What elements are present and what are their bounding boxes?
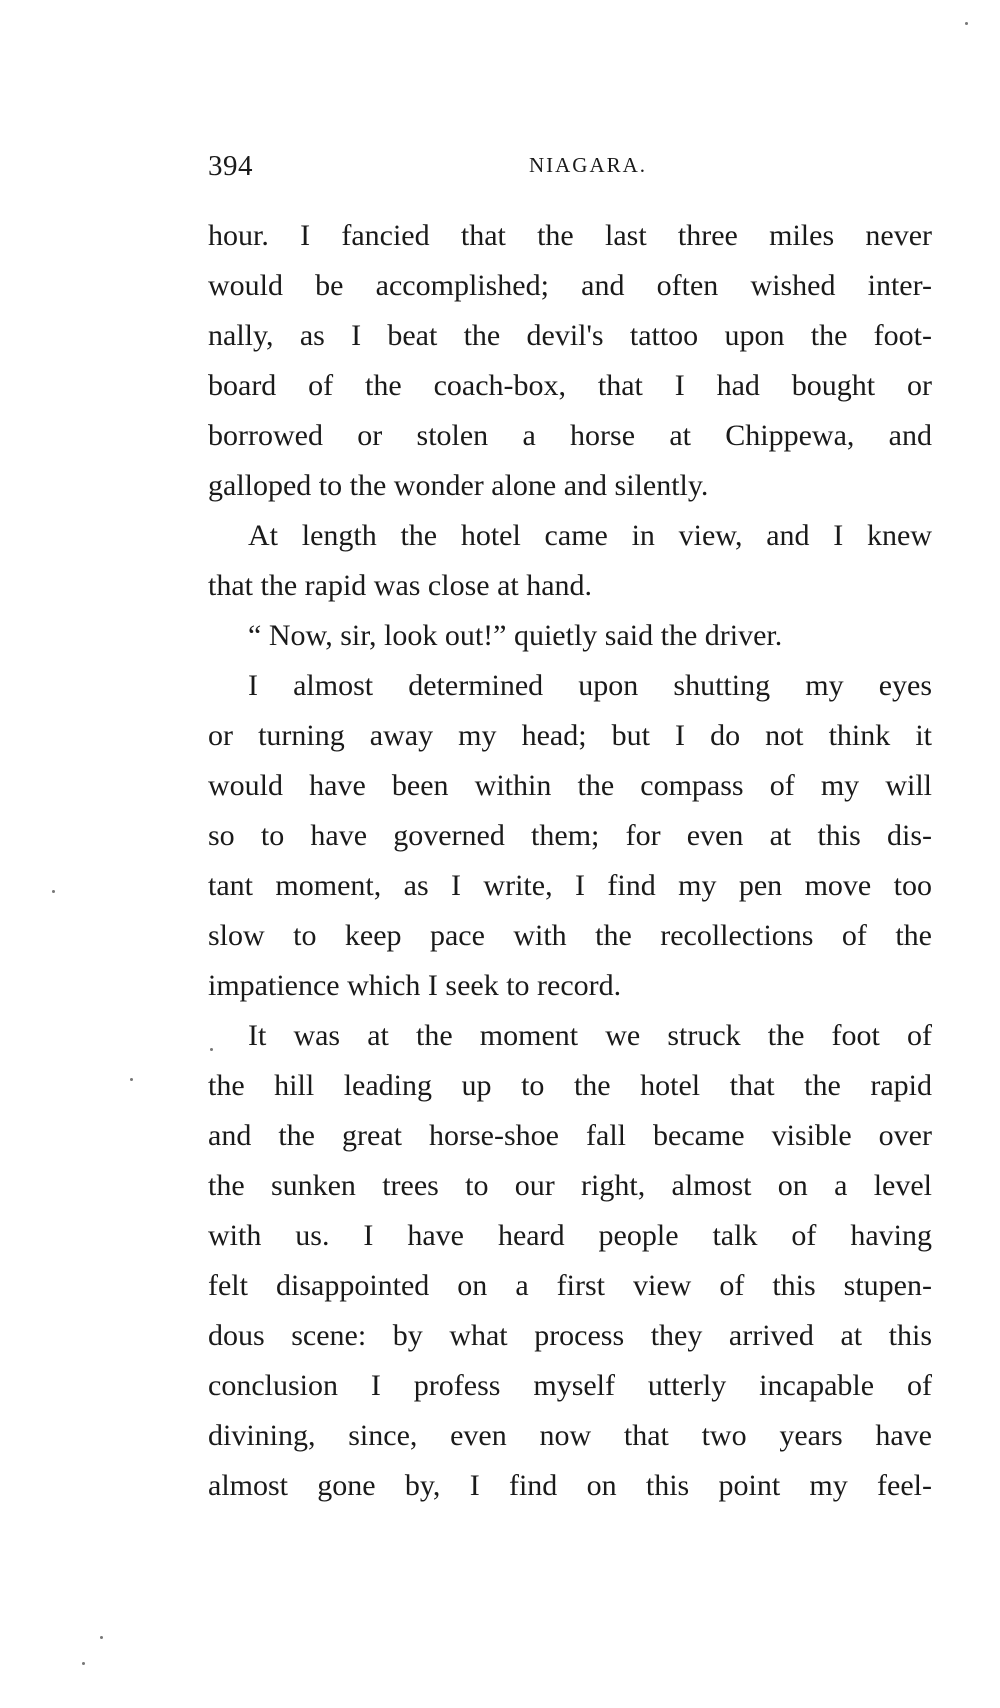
text-line: would have been within the compass of my will (208, 769, 932, 802)
text-line: almost gone by, I find on this point my feel- (208, 1469, 932, 1502)
text-line: tant moment, as I write, I find my pen move too (208, 869, 932, 902)
running-head: NIAGARA. (528, 153, 648, 177)
text-line: nally, as I beat the devil's tattoo upon the foot- (208, 319, 932, 352)
paragraph (208, 511, 932, 611)
paragraph (208, 1011, 932, 1511)
text-line: and the great horse-shoe fall became visible over (208, 1119, 932, 1152)
page-number: 394 (208, 150, 253, 182)
text-line: It was at the moment we struck the foot of (248, 1019, 932, 1052)
text-line: the hill leading up to the hotel that the rapid (208, 1069, 932, 1102)
paper-speck (82, 1662, 85, 1665)
paragraph (208, 211, 932, 511)
text-line: At length the hotel came in view, and I knew (248, 519, 932, 552)
page-header (208, 150, 932, 190)
text-line: hour. I fancied that the last three miles never (208, 219, 932, 252)
text-line: galloped to the wonder alone and silently. (208, 469, 709, 502)
paper-speck (965, 22, 968, 25)
text-line: impatience which I seek to record. (208, 969, 622, 1002)
text-line: slow to keep pace with the recollections of the (208, 919, 932, 952)
body-text (208, 211, 932, 1511)
text-line: “ Now, sir, look out!” quietly said the driver. (248, 619, 783, 652)
text-line: felt disappointed on a first view of this stupen- (208, 1269, 932, 1302)
paper-speck (52, 890, 55, 893)
text-line: conclusion I profess myself utterly incapable of (208, 1369, 932, 1402)
text-line: divining, since, even now that two years have (208, 1419, 932, 1452)
text-line: or turning away my head; but I do not think it (208, 719, 932, 752)
paper-speck (100, 1636, 103, 1639)
text-line: board of the coach-box, that I had bought or (208, 369, 932, 402)
text-line: that the rapid was close at hand. (208, 569, 593, 602)
text-line: dous scene: by what process they arrived at this (208, 1319, 932, 1352)
text-line: borrowed or stolen a horse at Chippewa, and (208, 419, 932, 452)
text-line: I almost determined upon shutting my eyes (248, 669, 932, 702)
paper-speck (130, 1078, 133, 1081)
text-line: so to have governed them; for even at this dis- (208, 819, 932, 852)
text-line: with us. I have heard people talk of having (208, 1219, 932, 1252)
text-line: the sunken trees to our right, almost on a level (208, 1169, 932, 1202)
paper-speck (210, 1048, 213, 1051)
paragraph (208, 661, 932, 1011)
text-line: would be accomplished; and often wished inter- (208, 269, 932, 302)
paragraph (208, 611, 932, 661)
